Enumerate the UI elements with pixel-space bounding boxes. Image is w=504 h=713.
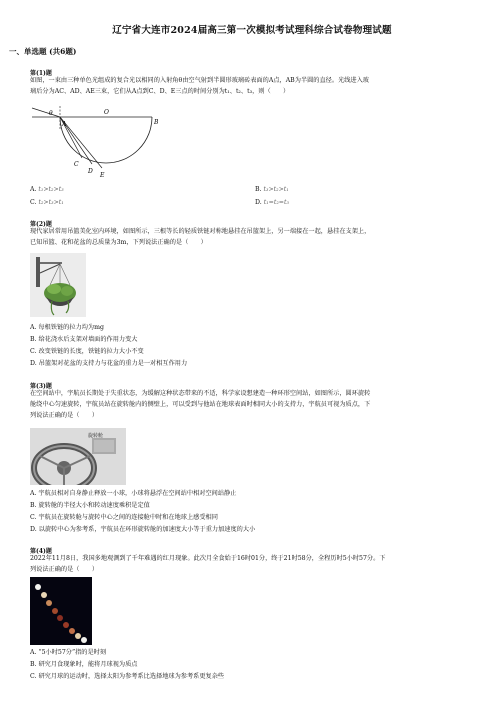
q1-option-c[interactable] bbox=[30, 198, 64, 207]
label-theta: θ bbox=[49, 110, 53, 117]
option-text: 吊篮架对花盆的支持力与花盆的重力是一对相互作用力 bbox=[38, 360, 188, 367]
question-3-text-line2: 舱绕中心匀速旋转，宇航员站在旋转舱内的侧壁上，可以受到与他站在地球表面时相同大小的支持力，宇航员可视为质点，下 bbox=[30, 401, 371, 408]
question-2-text-line2: 已知吊篮、花和花盆的总质量为3m，下列说法正确的是（ ） bbox=[30, 239, 207, 246]
lunar-eclipse-image bbox=[30, 577, 92, 645]
question-2-photo bbox=[30, 253, 86, 317]
option-key: D. bbox=[30, 526, 37, 533]
option-text: t₃>t₂>t₁ bbox=[263, 186, 289, 193]
question-1-number: 第(1)题 bbox=[30, 70, 52, 77]
question-4-text-line2: 列说法正确的是（ ） bbox=[30, 566, 99, 573]
option-text: 每根铁链的拉力均为mg bbox=[38, 324, 104, 331]
option-key: D. bbox=[255, 199, 262, 206]
option-key: A. bbox=[30, 186, 37, 193]
option-key: B. bbox=[255, 186, 262, 193]
question-3-number: 第(3)题 bbox=[30, 383, 52, 390]
option-key: A. bbox=[30, 490, 37, 497]
question-1-text-line1: 如图，一束由三种单色光组成的复合光以相同的入射角θ由空气射到半圆形玻璃砖表面的A点，AB为半圆的直径。光线进入玻 bbox=[30, 77, 369, 84]
option-text: 研究月食现象时，能将月球视为质点 bbox=[38, 661, 138, 668]
option-text: 给花浇水后支架对墙面的作用力变大 bbox=[38, 336, 138, 343]
option-text: t₁>t₂>t₃ bbox=[38, 186, 64, 193]
label-b: B bbox=[154, 119, 159, 126]
q1-option-d[interactable] bbox=[255, 198, 289, 207]
option-key: A. bbox=[30, 324, 37, 331]
option-key: C. bbox=[30, 348, 37, 355]
question-4-number: 第(4)题 bbox=[30, 548, 52, 555]
option-key: C. bbox=[30, 673, 37, 680]
question-2-text-line1: 现代家居常用吊篮美化室内环境，如图所示，三根等长的轻质铁链对称地悬挂在吊篮架上，另一端接在一起，悬挂在支架上， bbox=[30, 228, 371, 235]
q2-option-b[interactable] bbox=[30, 335, 137, 344]
q1-option-a[interactable] bbox=[30, 185, 64, 194]
q2-option-c[interactable] bbox=[30, 347, 144, 356]
option-text: 改变铁链的长度，铁链的拉力大小不变 bbox=[38, 348, 144, 355]
option-key: D. bbox=[30, 360, 37, 367]
option-text: t₁=t₂=t₃ bbox=[263, 199, 289, 206]
question-4-text-line1: 2022年11月8日，我国多地观测到了千年难遇的红月现象。此次月全食始于16时01分，终于21时58分，全程历时5小时57分。下 bbox=[30, 555, 386, 562]
label-e: E bbox=[100, 172, 105, 179]
q3-option-c[interactable] bbox=[30, 513, 218, 522]
option-key: C. bbox=[30, 199, 37, 206]
question-1-figure bbox=[30, 104, 180, 186]
q1-option-b[interactable] bbox=[255, 185, 289, 194]
option-key: A. bbox=[30, 649, 37, 656]
option-text: t₂>t₃>t₁ bbox=[38, 199, 64, 206]
question-4-photo bbox=[30, 577, 92, 645]
figure-label-rotating-module: 旋转舱 bbox=[88, 433, 104, 439]
q4-option-c[interactable] bbox=[30, 672, 224, 681]
question-2-number: 第(2)题 bbox=[30, 221, 52, 228]
section-heading: 一、单选题 (共6题) bbox=[9, 47, 77, 56]
doc-title: 辽宁省大连市2024届高三第一次模拟考试理科综合试卷物理试题 bbox=[112, 25, 392, 36]
space-station-image bbox=[30, 428, 126, 485]
q2-option-a[interactable] bbox=[30, 323, 104, 332]
label-o: O bbox=[104, 109, 109, 116]
label-a: A bbox=[62, 121, 67, 128]
q3-option-b[interactable] bbox=[30, 501, 150, 510]
option-key: C. bbox=[30, 514, 37, 521]
q3-option-d[interactable] bbox=[30, 525, 255, 534]
q4-option-a[interactable] bbox=[30, 648, 106, 657]
question-1-text-line2: 璃后分为AC、AD、AE三束，它们从A点到C、D、E三点的时间分别为t₁、t₂、t₃，则（ ） bbox=[30, 88, 290, 95]
hanging-basket-image bbox=[30, 253, 86, 317]
option-text: 以旋转中心为参考系，宇航员在环形旋转舱的加速度大小等于重力加速度的大小 bbox=[38, 526, 256, 533]
option-text: 宇航员在旋转舱与旋转中心之间的连接舱中时和在地球上感受相同 bbox=[38, 514, 218, 521]
option-text: 旋转舱的半径大小和转动速度乘积是定值 bbox=[38, 502, 150, 509]
incident-ray bbox=[32, 108, 60, 117]
question-3-text-line3: 列说法正确的是（ ） bbox=[30, 412, 99, 419]
option-text: 宇航员相对自身静止释放一小球，小球将悬浮在空间站中相对空间站静止 bbox=[38, 490, 237, 497]
label-c: C bbox=[74, 161, 79, 168]
question-3-photo bbox=[30, 428, 126, 485]
q2-option-d[interactable] bbox=[30, 359, 187, 368]
label-d: D bbox=[88, 168, 93, 175]
semicircle-arc bbox=[60, 117, 152, 163]
option-text: “5小时57分”指的是时刻 bbox=[38, 649, 107, 656]
question-3-text-line1: 在空间站中，宇航员长期处于失重状态，为缓解这种状态带来的不适，科学家设想建造一种环形空间站，如图所示，圆环旋转 bbox=[30, 390, 371, 397]
option-key: B. bbox=[30, 336, 37, 343]
q4-option-b[interactable] bbox=[30, 660, 137, 669]
option-key: B. bbox=[30, 502, 37, 509]
option-key: B. bbox=[30, 661, 37, 668]
option-text: 研究月球的运动时，选择太阳为参考系比选择地球为参考系更复杂些 bbox=[38, 673, 225, 680]
q3-option-a[interactable] bbox=[30, 489, 236, 498]
